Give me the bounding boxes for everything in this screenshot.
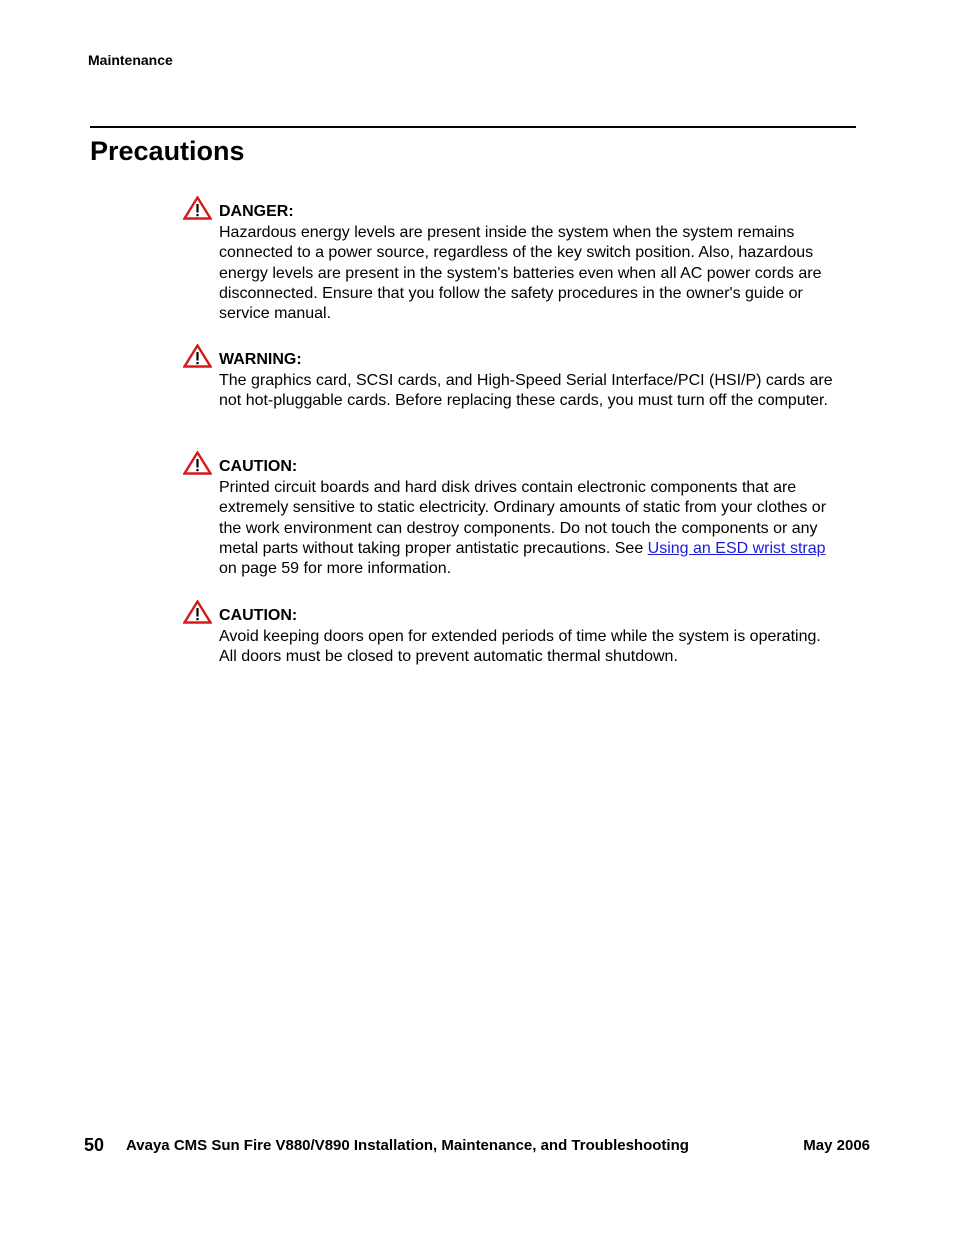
warning-triangle-icon (183, 451, 212, 475)
notice-label: WARNING: (219, 351, 302, 368)
document-title: Avaya CMS Sun Fire V880/V890 Installation, Maintenance, and Troubleshooting (126, 1137, 689, 1154)
notice-text: Hazardous energy levels are present inside the system when the system remains connected to a power source, regardless of the key switch position. Also, hazardous energy levels are present in the system's batteries even when all AC power cords are disconnected. Ensure that you follow the safety procedures in the owner's guide or service manual. (219, 224, 822, 323)
page-footer (0, 1134, 954, 1158)
page-number: 50 (84, 1135, 105, 1155)
esd-wrist-strap-link[interactable]: Using an ESD wrist strap (647, 539, 826, 557)
notice-text: The graphics card, SCSI cards, and High-Speed Serial Interface/PCI (HSI/P) cards are not hot-pluggable cards. Before replacing these cards, you must turn off the computer. (219, 372, 833, 410)
notice-label: CAUTION: (219, 458, 298, 475)
title-rule (90, 126, 856, 128)
notice-text-after-link: on page 59 for more information. (219, 560, 452, 578)
notice-label: DANGER: (219, 203, 294, 220)
warning-triangle-icon (183, 600, 212, 624)
document-date: May 2006 (803, 1137, 870, 1154)
notice-text-before-link: Printed circuit boards and hard disk drives contain electronic components that are extremely sensitive to static electricity. Ordinary amounts of static from your clothes or the work environment can destroy components. Do not touch the components or any metal parts without taking proper antistatic precautions. See (219, 479, 827, 557)
warning-triangle-icon (183, 196, 212, 220)
notice-label: CAUTION: (219, 607, 298, 624)
warning-triangle-icon (183, 344, 212, 368)
page-title: Precautions (90, 136, 245, 166)
notice-text: Avoid keeping doors open for extended periods of time while the system is operating. All doors must be closed to prevent automatic thermal shutdown. (219, 628, 821, 666)
running-header: Maintenance (88, 52, 173, 68)
notice-text (219, 478, 839, 579)
